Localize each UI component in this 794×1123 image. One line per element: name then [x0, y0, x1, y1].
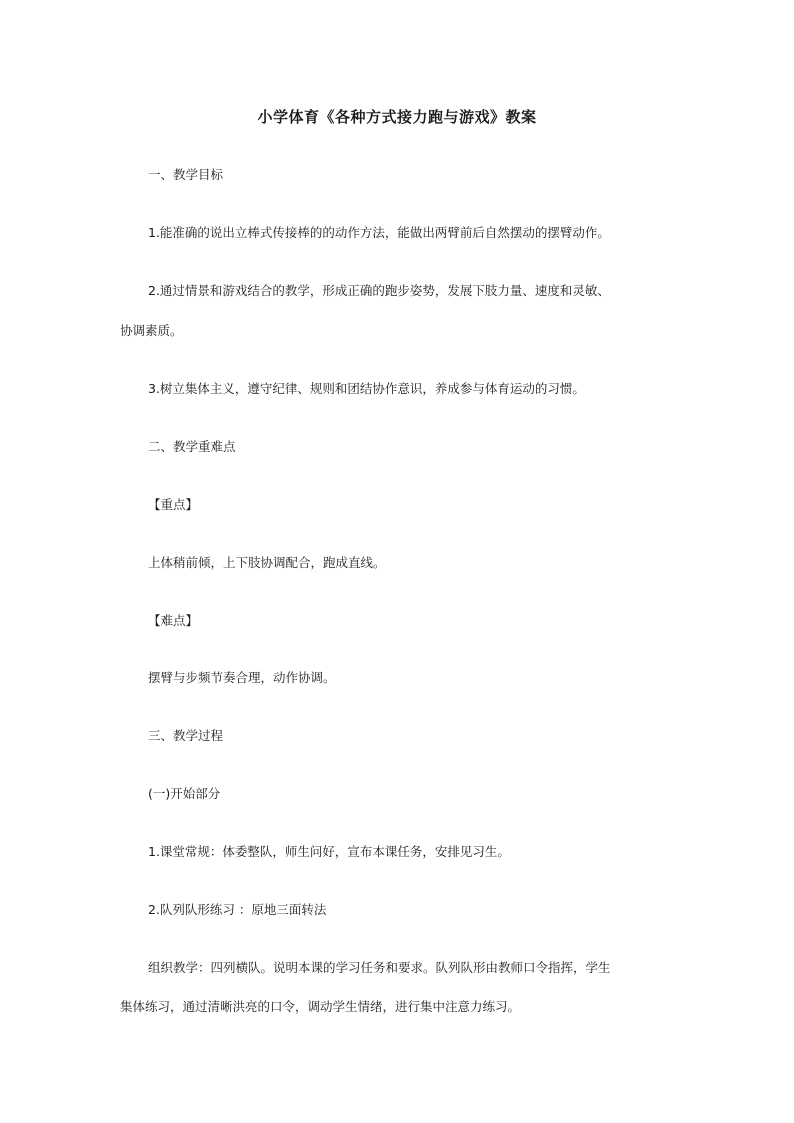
difficulty-label: 【难点】 — [148, 613, 199, 628]
document-title: 小学体育《各种方式接力跑与游戏》教案 — [257, 108, 537, 126]
key-point-label: 【重点】 — [148, 497, 199, 512]
key-point-text: 上体稍前倾，上下肢协调配合，跑成直线。 — [148, 555, 386, 570]
step-1-paragraph: 1.课堂常规：体委整队，师生问好，宣布本课任务，安排见习生。 — [148, 844, 510, 859]
step-2-paragraph: 2.队列队形练习 ：原地三面转法 — [148, 902, 327, 917]
difficulty-text: 摆臂与步频节奏合理，动作协调。 — [148, 670, 336, 685]
organization-paragraph-line-1: 组织教学：四列横队。说明本课的学习任务和要求。队列队形由教师口令指挥，学生 — [148, 960, 611, 975]
goals-heading: 一、教学目标 — [148, 167, 224, 182]
organization-paragraph-line-2: 集体练习，通过清晰洪亮的口令，调动学生情绪，进行集中注意力练习。 — [120, 999, 521, 1014]
goal-3-paragraph: 3.树立集体主义，遵守纪律、规则和团结协作意识，养成参与体育运动的习惯。 — [148, 381, 585, 396]
goal-1-paragraph: 1.能准确的说出立棒式传接棒的的动作方法，能做出两臂前后自然摆动的摆臂动作。 — [148, 225, 610, 240]
goal-2-paragraph-line-2: 协调素质。 — [120, 323, 183, 338]
process-heading: 三、教学过程 — [148, 728, 224, 743]
goal-2-paragraph-line-1: 2.通过情景和游戏结合的教学，形成正确的跑步姿势，发展下肢力量、速度和灵敏、 — [148, 283, 610, 298]
key-difficulty-heading: 二、教学重难点 — [148, 439, 236, 454]
part-1-heading: (一)开始部分 — [148, 786, 221, 801]
